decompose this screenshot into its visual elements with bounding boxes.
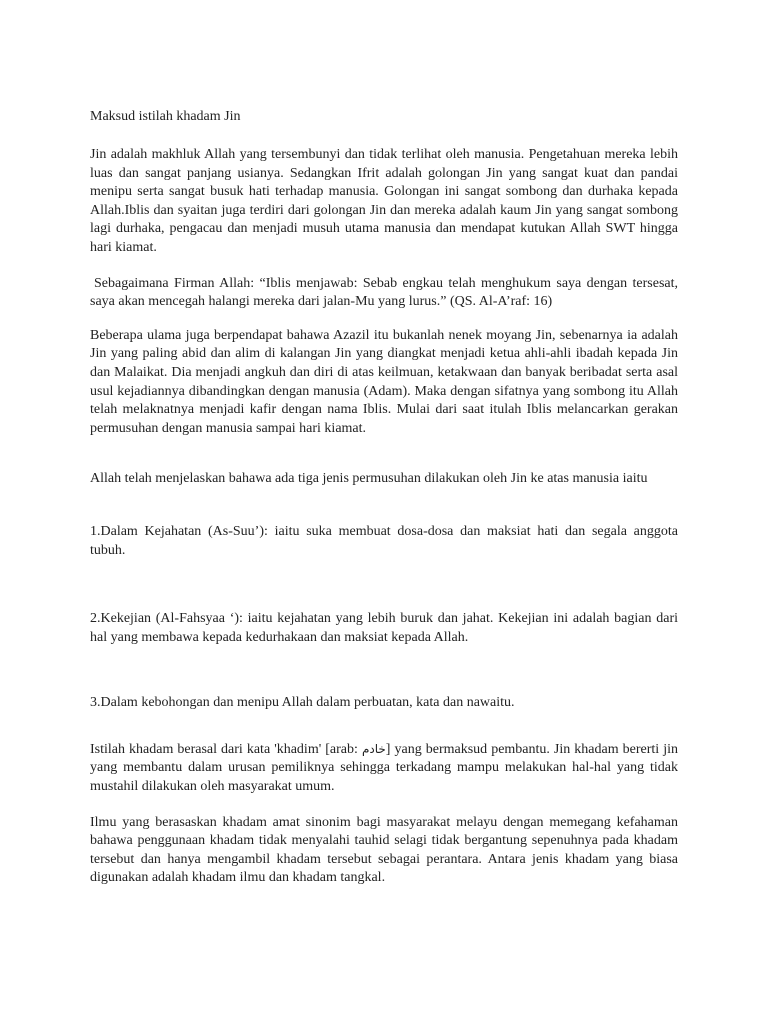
khadam-text-before: Istilah khadam berasal dari kata 'khadim' [arab: xyxy=(90,741,362,757)
paragraph-three-enmities-intro: Allah telah menjelaskan bahawa ada tiga jenis permusuhan dilakukan oleh Jin ke atas manusia iaitu xyxy=(90,471,648,487)
paragraph-khadam-types: Ilmu yang berasaskan khadam amat sinonim bagi masyarakat melayu dengan memegang kefahaman bahawa penggunaan khadam tidak menyalahi tauhid selagi tidak bergantung sepenuhnya pada khadam tersebut dan hanya mengambil khadam tersebut sebagai perantara. Antara jenis khadam yang biasa digunakan adalah khadam ilmu dan khadam tangkal. xyxy=(90,814,678,886)
arabic-word-khadim: خادم xyxy=(361,741,386,756)
document-page xyxy=(90,107,678,888)
paragraph-quran-quote: Sebagaimana Firman Allah: “Iblis menjawab: Sebab engkau telah menghukum saya dengan tersesat, saya akan mencegah halangi mereka dari jalan-Mu yang lurus.” (QS. Al-A’raf: 16) xyxy=(90,275,678,310)
document-title: Maksud istilah khadam Jin xyxy=(90,109,241,124)
paragraph-jin-definition: Jin adalah makhluk Allah yang tersembunyi dan tidak terlihat oleh manusia. Pengetahuan mereka lebih luas dan sangat panjang usianya. Sedangkan Ifrit adalah golongan Jin yang sangat kuat dan pandai menipu serta sangat busuk hati terhadap manusia. Golongan ini sangat sombong dan durhaka kepada Allah.Iblis dan syaitan juga terdiri dari golongan Jin dan mereka adalah kaum Jin yang sangat sombong lagi durhaka, pengacau dan menjadi musuh utama manusia dan mendapat kutukan Allah SWT hingga hari kiamat. xyxy=(90,147,678,255)
list-item-kekejian: 2.Kekejian (Al-Fahsyaa ‘): iaitu kejahatan yang lebih buruk dan jahat. Kekejian ini adalah bagian dari hal yang membawa kepada kedurhakaan dan maksiat kepada Allah. xyxy=(90,611,678,645)
paragraph-azazil: Beberapa ulama juga berpendapat bahawa Azazil itu bukanlah nenek moyang Jin, sebenarnya ia adalah Jin yang paling abid dan alim di kalangan Jin yang diangkat menjadi ketua ahli-ahli ibadah kepada Jin dan Malaikat. Dia menjadi angkuh dan diri di atas keilmuan, ketakwaan dan banyak beribadat serta asal usul kejadiannya dibandingkan dengan manusia (Adam). Maka dengan sifatnya yang sombong itu Allah telah melaknatnya menjadi kafir dengan nama Iblis. Mulai dari saat itulah Iblis melancarkan gerakan permusuhan dengan manusia sampai hari kiamat. xyxy=(90,327,678,436)
list-item-kejahatan: 1.Dalam Kejahatan (As-Suu’): iaitu suka membuat dosa-dosa dan maksiat hati dan segala anggota tubuh. xyxy=(90,523,678,558)
list-item-kebohongan: 3.Dalam kebohongan dan menipu Allah dalam perbuatan, kata dan nawaitu. xyxy=(90,695,515,711)
paragraph-khadam-definition xyxy=(90,740,678,797)
khadam-text-after: ] yang bermaksud pembantu. Jin khadam bererti jin yang membantu dalam urusan pemiliknya sehingga terkadang mampu melakukan hal-hal yang tidak mustahil dilakukan oleh masyarakat umum. xyxy=(90,741,678,795)
